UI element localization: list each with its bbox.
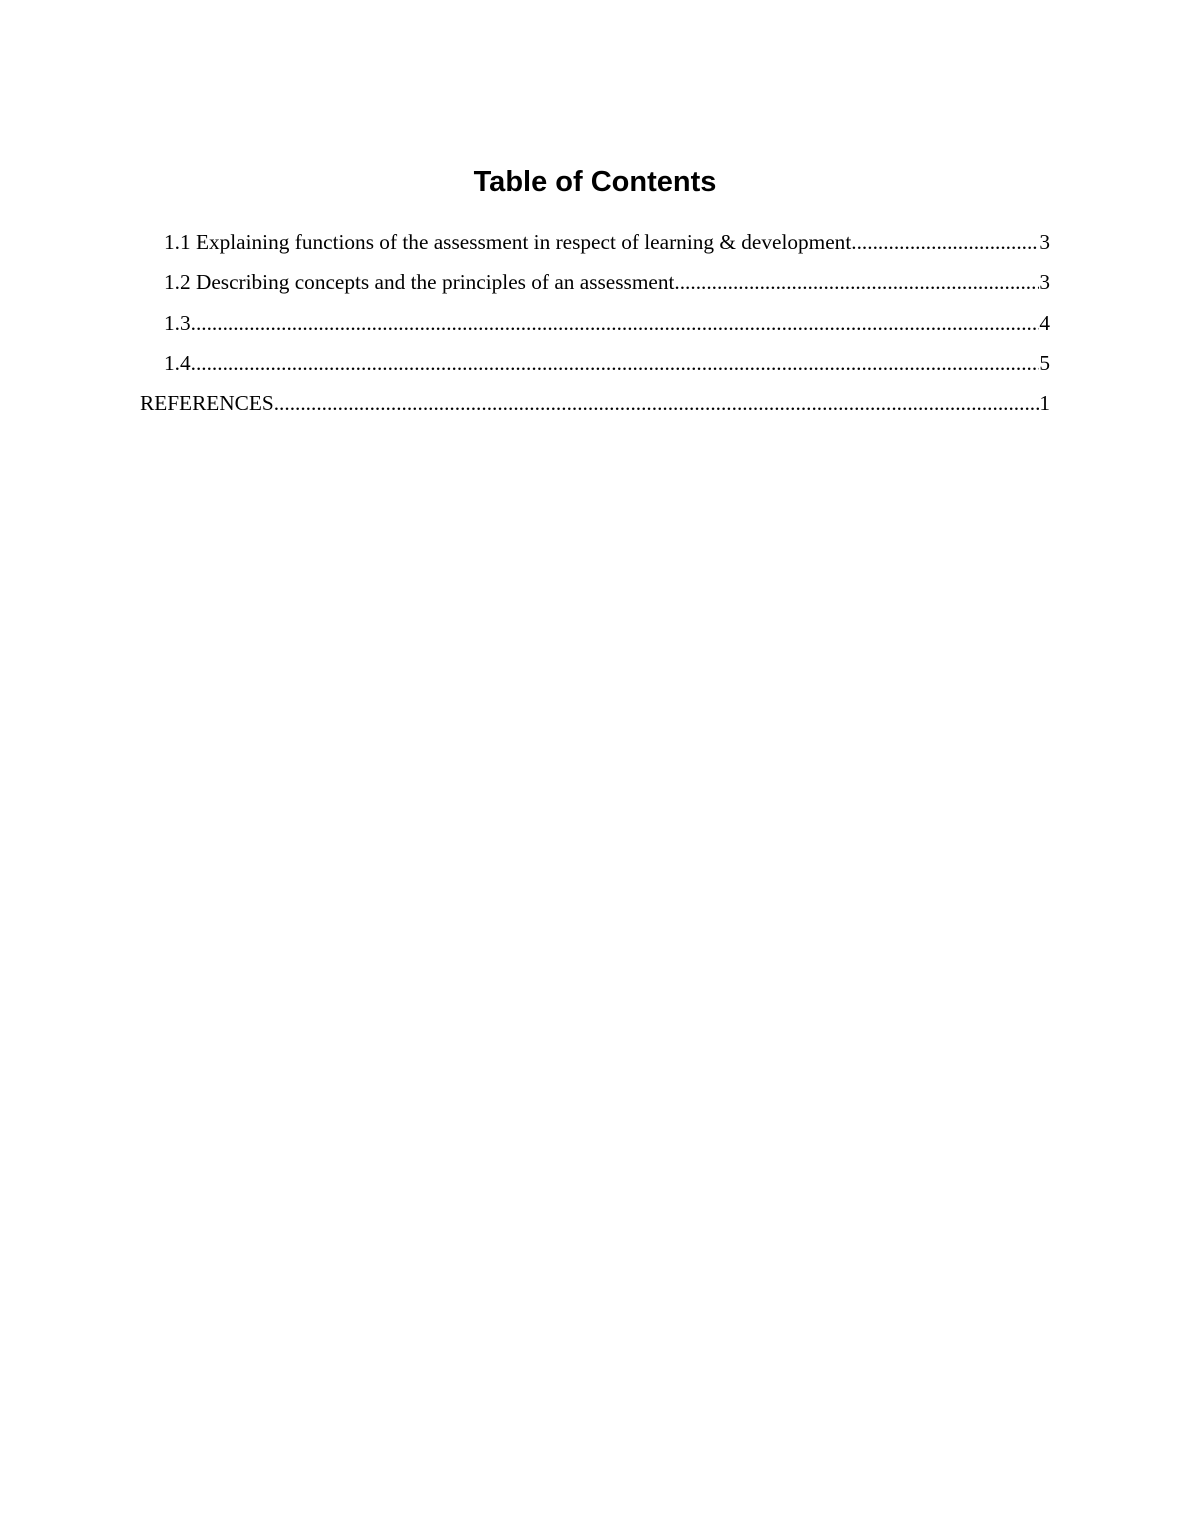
toc-entry-1-4[interactable] — [140, 345, 1050, 385]
toc-page-number: 5 — [1039, 350, 1050, 375]
toc-page-number: 1 — [1039, 391, 1050, 416]
toc-entry-references[interactable] — [140, 385, 1050, 425]
toc-entry-text: 1.2 Describing concepts and the principles of an assessment — [164, 270, 675, 295]
toc-dot-leader — [674, 264, 1039, 300]
toc-dot-leader — [851, 224, 1039, 260]
toc-entry-1-1[interactable] — [140, 224, 1050, 264]
toc-entry-text: 1.1 Explaining functions of the assessment in respect of learning & development — [164, 230, 852, 254]
toc-page-number: 3 — [1039, 230, 1050, 254]
toc-page-number: 4 — [1039, 310, 1050, 335]
toc-title: Table of Contents — [473, 166, 717, 198]
toc-entry-1-2[interactable] — [140, 264, 1050, 304]
toc-dot-leader — [191, 345, 1040, 381]
toc-entry-text: 1.3 — [164, 310, 191, 335]
toc-list — [140, 224, 1050, 425]
toc-entry-1-3[interactable] — [140, 305, 1050, 345]
toc-page-number: 3 — [1039, 270, 1050, 295]
toc-entry-text: REFERENCES — [140, 391, 274, 416]
toc-dot-leader — [274, 385, 1040, 421]
toc-dot-leader — [191, 305, 1040, 341]
toc-entry-text: 1.4 — [164, 350, 191, 375]
